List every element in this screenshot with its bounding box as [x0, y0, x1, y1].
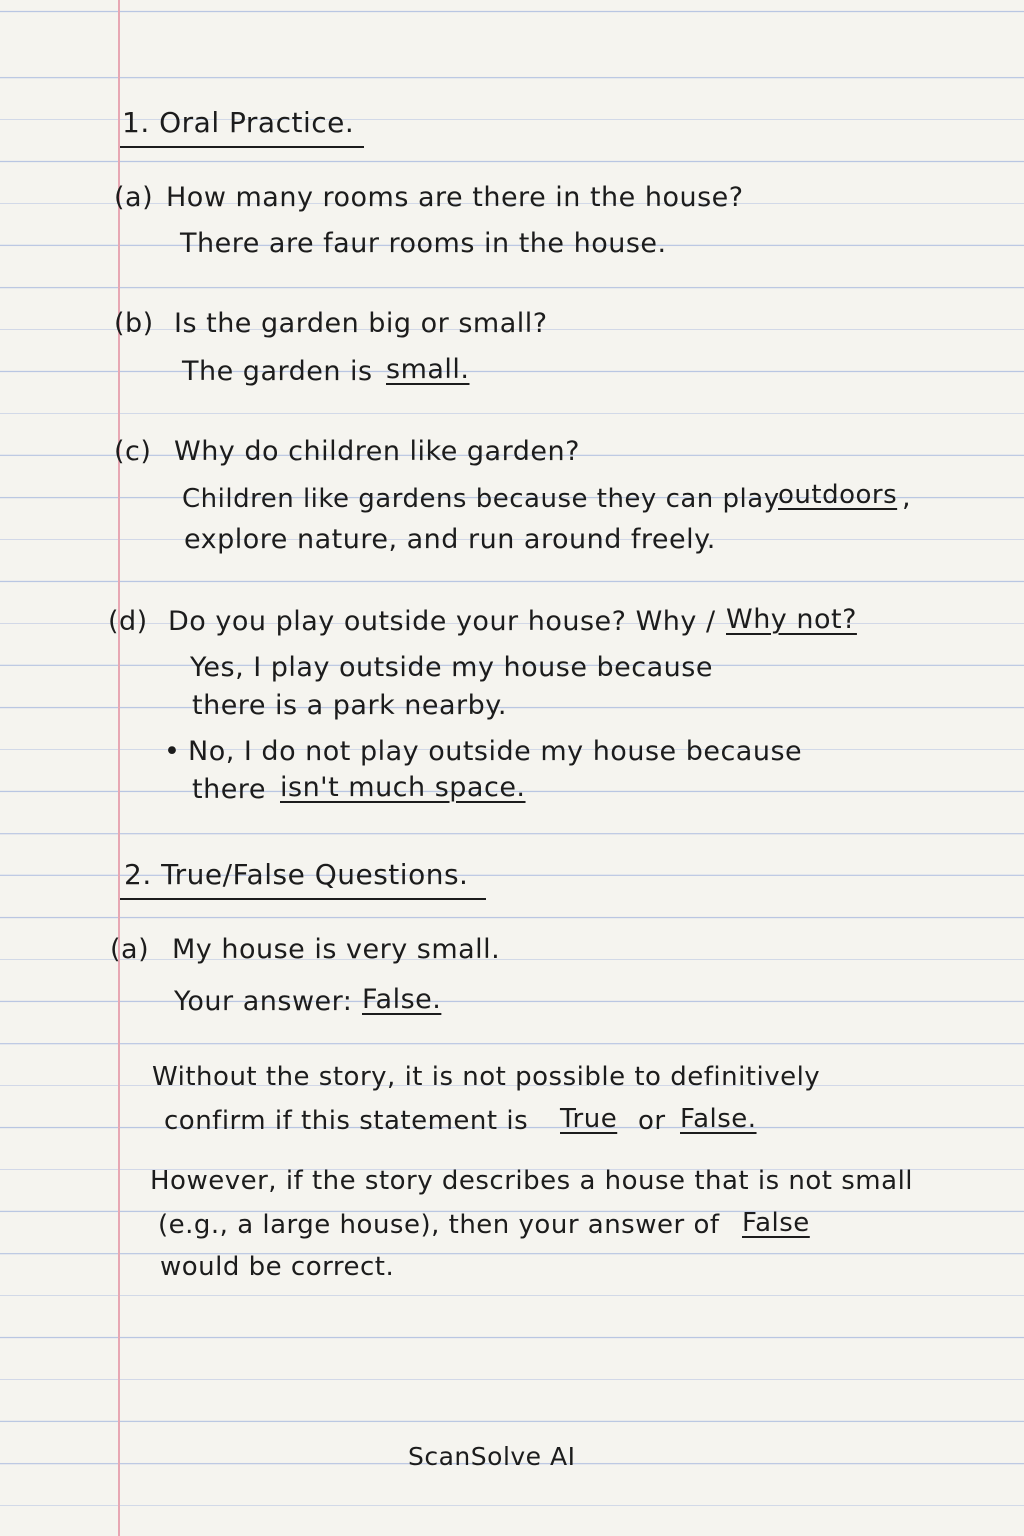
note2-line1: However, if the story describes a house that is not small [150, 1166, 914, 1196]
note1-line2-prefix: confirm if this statement is [164, 1106, 529, 1136]
note2-line3: would be correct. [160, 1252, 395, 1282]
q1d-answer1-line2: there is a park nearby. [192, 690, 508, 721]
q1b-answer-blank: small. [386, 354, 470, 385]
q1a-answer: There are faur rooms in the house. [180, 228, 667, 259]
q1d-bullet: • [164, 736, 181, 767]
footer-brand: ScanSolve AI [408, 1442, 576, 1471]
section-2-heading-underline [120, 898, 486, 900]
q2a-label: (a) [110, 934, 150, 965]
q1c-answer-line1-prefix: Children like gardens because they can play [182, 484, 780, 514]
q1c-answer-line2: explore nature, and run around freely. [184, 524, 716, 555]
q1a-label: (a) [114, 182, 154, 213]
q1d-answer2-line1: No, I do not play outside my house because [188, 736, 803, 767]
q1b-label: (b) [114, 308, 154, 339]
q1d-answer2-blank: isn't much space. [280, 772, 526, 803]
q2a-answer-blank: False. [362, 984, 442, 1015]
note1-false: False. [680, 1104, 757, 1134]
note2-blank: False [742, 1208, 810, 1238]
q1d-answer1-line1: Yes, I play outside my house because [190, 652, 713, 683]
section-1-heading-underline [120, 146, 364, 148]
note1-line1: Without the story, it is not possible to definitively [152, 1062, 821, 1092]
q1c-label: (c) [114, 436, 152, 467]
q1d-answer2-line2-prefix: there [192, 774, 266, 805]
q1d-label: (d) [108, 606, 148, 637]
margin-line [118, 0, 120, 1536]
q1c-question: Why do children like garden? [174, 436, 580, 467]
q1c-answer-line1-suffix: , [902, 482, 912, 513]
note2-line2-prefix: (e.g., a large house), then your answer of [158, 1210, 720, 1240]
q2a-question: My house is very small. [172, 934, 501, 965]
q1d-question-prefix: Do you play outside your house? Why / [168, 606, 716, 637]
q1c-answer-blank: outdoors [778, 480, 898, 510]
section-1-heading: 1. Oral Practice. [122, 106, 355, 139]
section-2-heading: 2. True/False Questions. [124, 858, 469, 891]
q1d-question-blank: Why not? [726, 604, 857, 635]
q1b-question: Is the garden big or small? [174, 308, 548, 339]
q2a-answer-prefix: Your answer: [174, 986, 353, 1017]
q1a-question: How many rooms are there in the house? [166, 182, 744, 213]
note1-true: True [560, 1104, 618, 1134]
note1-or: or [638, 1106, 666, 1136]
q1b-answer-prefix: The garden is [182, 356, 373, 387]
